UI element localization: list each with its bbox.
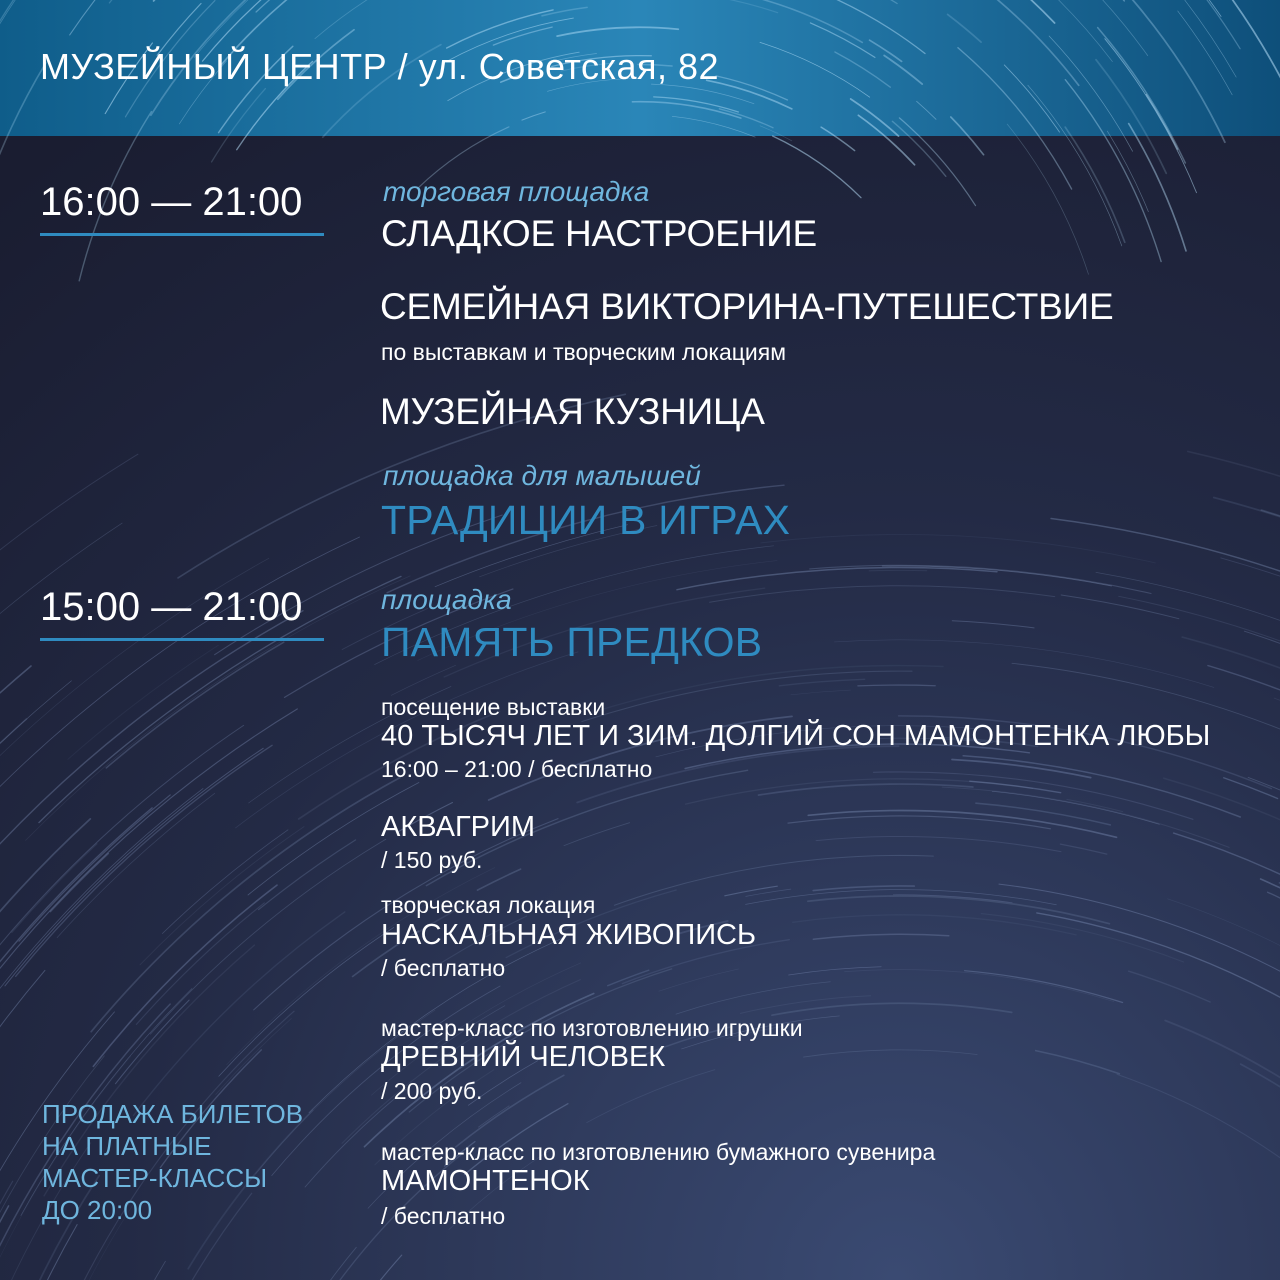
event-ancient-man-price: / 200 руб. [381,1078,483,1104]
header-title: МУЗЕЙНЫЙ ЦЕНТР / ул. Советская, 82 [40,46,720,87]
event-rock-painting-price: / бесплатно [381,955,506,981]
kicker-toy-workshop: мастер-класс по изготовлению игрушки [381,1015,803,1041]
event-museum-forge: МУЗЕЙНАЯ КУЗНИЦА [380,391,765,432]
event-sweet-mood: СЛАДКОЕ НАСТРОЕНИЕ [381,213,818,254]
time-slot-1: 16:00 — 21:00 [40,180,324,236]
kicker-creative-location: творческая локация [381,892,596,918]
kicker-area: площадка [381,584,512,615]
kicker-paper-souvenir-workshop: мастер-класс по изготовлению бумажного сувенира [381,1139,936,1165]
ticket-note-line-4: ДО 20:00 [42,1195,153,1225]
kicker-kids-area: площадка для малышей [383,460,701,491]
time-slot-2: 15:00 — 21:00 [40,585,324,641]
kicker-trade-area: торговая площадка [383,176,650,207]
event-ancient-man: ДРЕВНИЙ ЧЕЛОВЕК [381,1041,666,1073]
event-family-quiz-subtitle: по выставкам и творческим локациям [381,339,787,365]
event-aquagrim: АКВАГРИМ [381,811,536,843]
event-family-quiz: СЕМЕЙНАЯ ВИКТОРИНА-ПУТЕШЕСТВИЕ [380,286,1114,327]
kicker-exhibition-visit: посещение выставки [381,694,606,720]
event-exhibition-detail: 16:00 – 21:00 / бесплатно [381,756,653,782]
event-aquagrim-price: / 150 руб. [381,847,483,873]
event-mammoth-calf-price: / бесплатно [381,1203,506,1229]
event-rock-painting: НАСКАЛЬНАЯ ЖИВОПИСЬ [381,919,757,951]
ticket-note-line-1: ПРОДАЖА БИЛЕТОВ [42,1099,304,1129]
event-ancestors-memory: ПАМЯТЬ ПРЕДКОВ [381,619,763,665]
event-traditions-in-games: ТРАДИЦИИ В ИГРАХ [381,497,791,543]
event-mammoth-calf: МАМОНТЕНОК [381,1165,590,1197]
ticket-note-line-2: НА ПЛАТНЫЕ [42,1131,212,1161]
ticket-note-line-3: МАСТЕР-КЛАССЫ [42,1163,268,1193]
event-exhibition-title: 40 ТЫСЯЧ ЛЕТ И ЗИМ. ДОЛГИЙ СОН МАМОНТЕНКА ЛЮБЫ [381,720,1211,752]
ticket-sales-note [42,1098,303,1226]
